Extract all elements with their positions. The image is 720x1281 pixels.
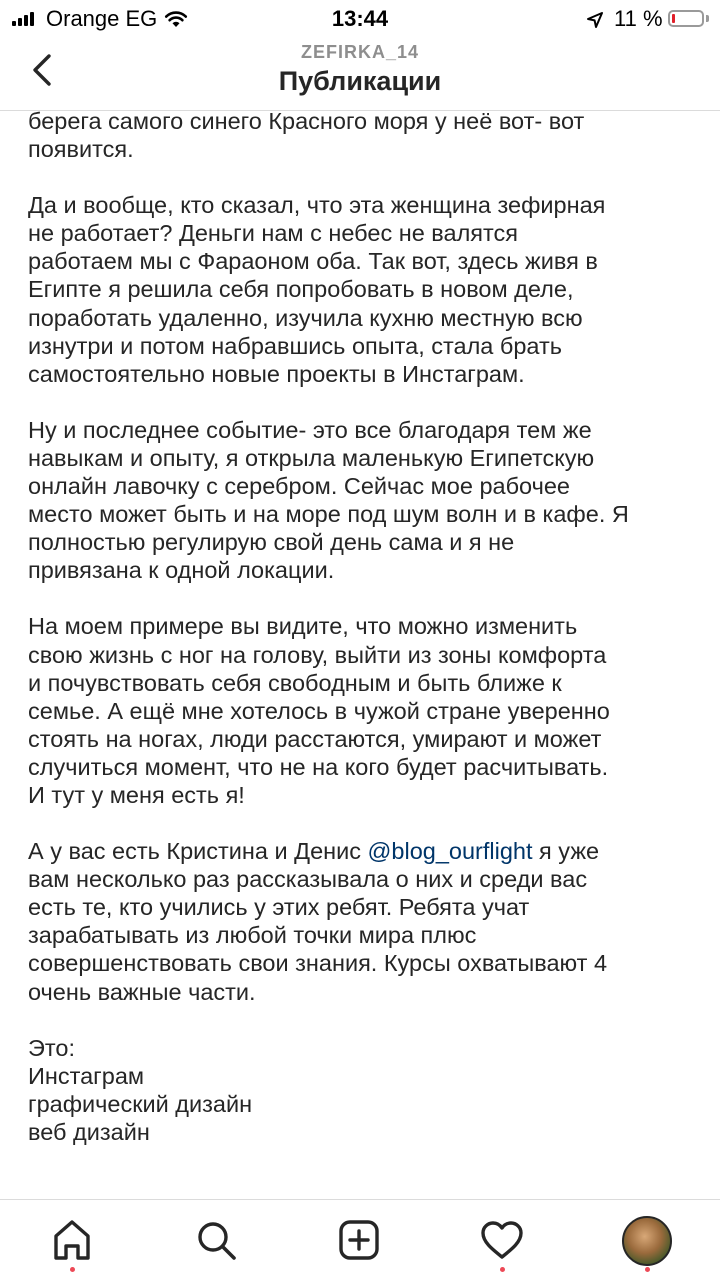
tab-profile-avatar[interactable] [622, 1216, 672, 1266]
page-title: Публикации [278, 66, 442, 96]
clock: 13:44 [331, 6, 389, 31]
caption-paragraph: Ну и последнее событие- это все благодаря тем же навыкам и опыту, я открыла маленькую Египетскую онлайн лавочку с серебром. Сейчас мое рабочее место может быть и на море под шум волн и в кафе. Я полностью регулирую свой день сама и я не привязана к одной локации. [28, 416, 629, 584]
tab-home[interactable] [48, 1216, 96, 1264]
caption-paragraph: Да и вообще, кто сказал, что эта женщина зефирная не работает? Деньги нам с небес не валятся работаем мы с Фараоном оба. Так вот, здесь живя в Египте я решила себя попробовать в новом деле, поработать удаленно, изучила кухню местную всю изнутри и потом набравшись опыта, стала брать самостоятельно новые проекты в Инстаграм. [28, 192, 606, 387]
location-arrow-icon [586, 9, 604, 35]
navigation-header [0, 36, 720, 111]
carrier-name: Orange EG [46, 6, 158, 31]
search-icon [192, 1216, 240, 1264]
status-bar [0, 0, 720, 36]
home-notification-dot [70, 1267, 75, 1272]
battery-level [672, 14, 675, 23]
tab-new-post[interactable] [335, 1216, 383, 1264]
tab-activity[interactable] [478, 1216, 526, 1264]
add-post-icon [335, 1216, 383, 1264]
battery-icon [668, 10, 704, 27]
bottom-tab-bar [0, 1199, 720, 1281]
caption-text: А у вас есть Кристина и Денис [28, 838, 368, 865]
battery-percent: 11 % [614, 6, 663, 31]
caption-paragraph: На моем примере вы видите, что можно изменить свою жизнь с ног на голову, выйти из зоны комфорта и почувствовать себя свободным и быть ближе к семье. А ещё мне хотелось в чужой стране уверенно стоять на ногах, люди расстаются, умирают и может случиться момент, что не на кого будет расчитывать. И тут у меня есть я! [28, 613, 610, 808]
battery-tip [706, 15, 709, 22]
home-icon [48, 1216, 96, 1264]
activity-notification-dot [500, 1267, 505, 1272]
heart-icon [478, 1216, 526, 1264]
caption-paragraph-with-mention [28, 837, 698, 1006]
profile-notification-dot [645, 1267, 650, 1272]
tab-search[interactable] [192, 1216, 240, 1264]
mention-link[interactable]: @blog_ourflight [367, 838, 533, 865]
post-caption [28, 111, 698, 1199]
caption-text: я уже вам несколько раз рассказывала о них и среди вас есть те, кто учились у этих ребят. Ребята учат зарабатывать из любой точки мира плюс совершенствовать свои знания. Курсы охватывают 4 очень важные части. [28, 838, 608, 1005]
caption-paragraph: берега самого синего Красного моря у неё вот- вот появится. [28, 111, 585, 163]
header-username: ZEFIRKA_14 [300, 42, 420, 62]
caption-list: Это: Инстаграм графический дизайн веб дизайн [28, 1034, 253, 1145]
